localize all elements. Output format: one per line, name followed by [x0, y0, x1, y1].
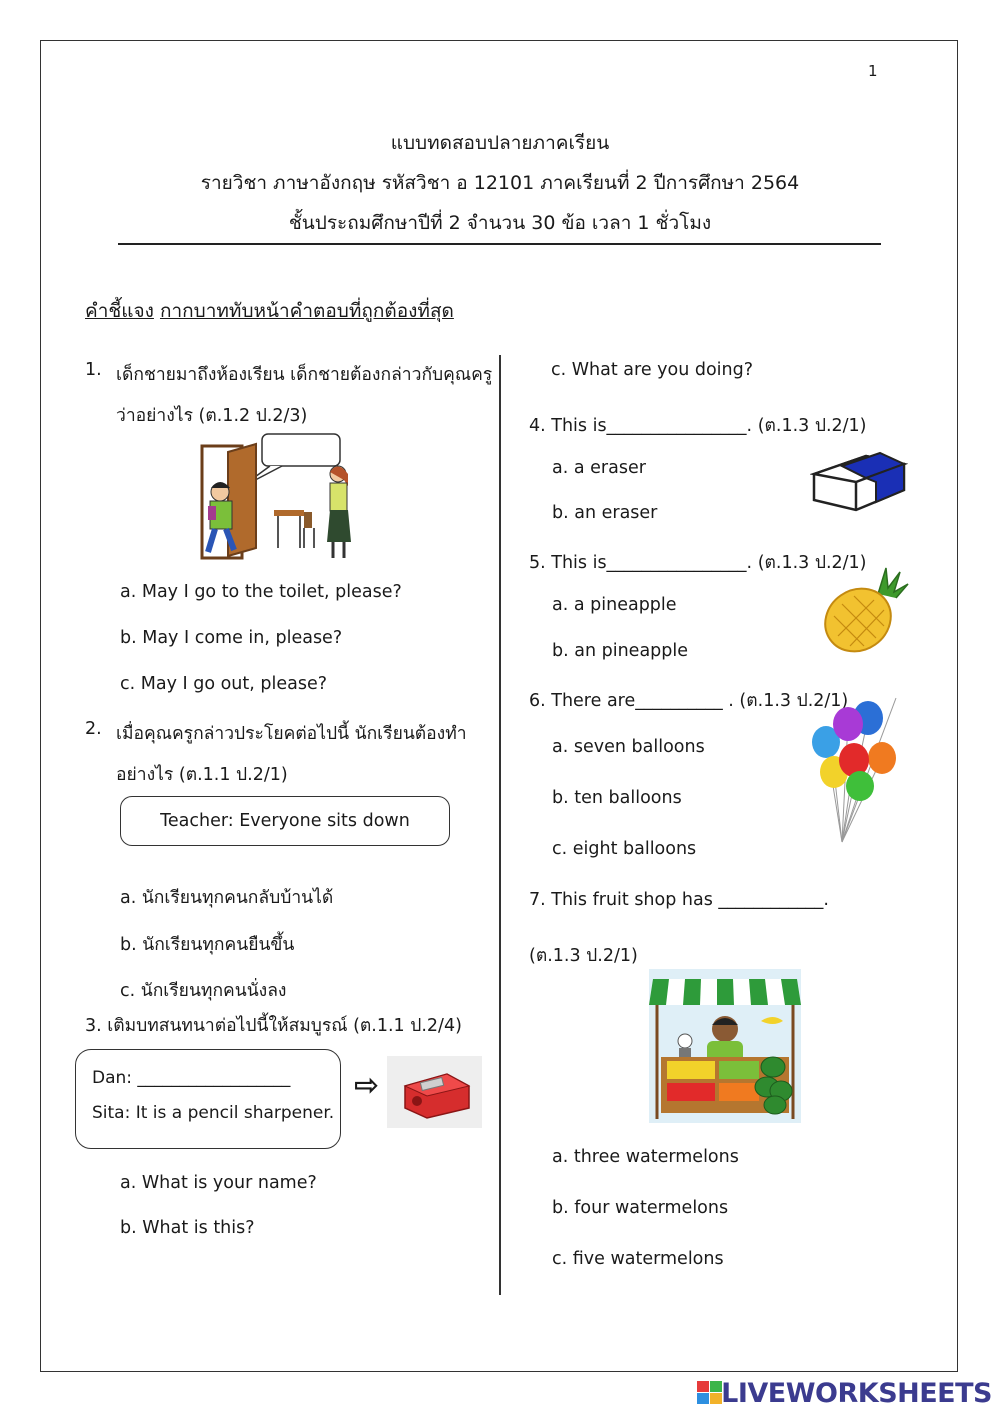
q5-option-b[interactable]: b. an pineapple: [552, 641, 689, 661]
q1-option-b[interactable]: b. May I come in, please?: [120, 628, 343, 648]
q2-option-c[interactable]: c. นักเรียนทุกคนนั่งลง: [120, 981, 287, 1001]
dialog-box: [75, 1049, 341, 1149]
q7-option-a[interactable]: a. three watermelons: [552, 1147, 739, 1167]
q5-option-a[interactable]: a. a pineapple: [552, 595, 677, 615]
instructions-label: คำชี้แจง: [85, 300, 154, 322]
instructions-text: กากบาททับหน้าคำตอบที่ถูกต้องที่สุด: [159, 300, 454, 322]
arrow-icon: ⇨: [354, 1068, 380, 1103]
header-grade: ชั้นประถมศึกษาปีที่ 2 จำนวน 30 ข้อ เวลา 1 ชั่วโมง: [288, 212, 712, 234]
instructions: [85, 296, 454, 326]
classroom-picture: [190, 430, 365, 565]
liveworksheets-logo-icon: [697, 1381, 723, 1405]
q2-text-line2: อย่างไร (ต.1.1 ป.2/1): [116, 765, 288, 785]
balloons-picture: [806, 692, 906, 852]
dialog-line-dan: Dan: __________________: [92, 1068, 291, 1088]
q6-option-b[interactable]: b. ten balloons: [552, 788, 682, 808]
q3-text: 3. เติมบทสนทนาต่อไปนี้ให้สมบูรณ์ (ต.1.1 ป.2/4): [85, 1016, 462, 1036]
q4-option-a[interactable]: a. a eraser: [552, 458, 646, 478]
liveworksheets-watermark[interactable]: LIVEWORKSHEETS: [721, 1378, 992, 1409]
q5-text: 5. This is________________. (ต.1.3 ป.2/1): [529, 553, 867, 573]
q3-option-a[interactable]: a. What is your name?: [120, 1173, 317, 1193]
q6-option-c[interactable]: c. eight balloons: [552, 839, 697, 859]
q6-text: 6. There are__________ . (ต.1.3 ป.2/1): [529, 691, 849, 711]
q7-text: 7. This fruit shop has ____________.: [529, 890, 829, 910]
fruit-shop-picture: [649, 969, 801, 1123]
q7-ref: (ต.1.3 ป.2/1): [529, 946, 638, 966]
q3-option-b[interactable]: b. What is this?: [120, 1218, 255, 1238]
column-divider: [499, 355, 501, 1295]
q1-text-line2: ว่าอย่างไร (ต.1.2 ป.2/3): [116, 406, 308, 426]
q1-option-c[interactable]: c. May I go out, please?: [120, 674, 328, 694]
q6-option-a[interactable]: a. seven balloons: [552, 737, 705, 757]
q1-number: 1.: [85, 360, 102, 380]
q2-text-line1: เมื่อคุณครูกล่าวประโยคต่อไปนี้ นักเรียนต้องทำ: [116, 724, 467, 744]
teacher-quote-box: [120, 796, 450, 846]
q3-option-c[interactable]: c. What are you doing?: [551, 360, 754, 380]
q1-text-line1: เด็กชายมาถึงห้องเรียน เด็กชายต้องกล่าวกับคุณครู: [116, 365, 493, 385]
page-number: 1: [868, 62, 878, 80]
q2-number: 2.: [85, 719, 102, 739]
q7-option-b[interactable]: b. four watermelons: [552, 1198, 729, 1218]
q2-option-b[interactable]: b. นักเรียนทุกคนยืนขึ้น: [120, 935, 295, 955]
header-rule: [118, 243, 881, 245]
header-title: แบบทดสอบปลายภาคเรียน: [390, 132, 610, 154]
q4-option-b[interactable]: b. an eraser: [552, 503, 658, 523]
q2-option-a[interactable]: a. นักเรียนทุกคนกลับบ้านได้: [120, 888, 334, 908]
pineapple-picture: [816, 564, 911, 659]
q7-option-c[interactable]: c. five watermelons: [552, 1249, 724, 1269]
teacher-quote: Teacher: Everyone sits down: [160, 811, 410, 831]
q1-option-a[interactable]: a. May I go to the toilet, please?: [120, 582, 402, 602]
pencil-sharpener-picture: [387, 1056, 482, 1128]
dialog-line-sita: Sita: It is a pencil sharpener.: [92, 1103, 335, 1123]
header-subject: รายวิชา ภาษาอังกฤษ รหัสวิชา อ 12101 ภาคเรียนที่ 2 ปีการศึกษา 2564: [200, 172, 800, 194]
q4-text: 4. This is________________. (ต.1.3 ป.2/1): [529, 416, 867, 436]
eraser-picture: [810, 434, 908, 514]
